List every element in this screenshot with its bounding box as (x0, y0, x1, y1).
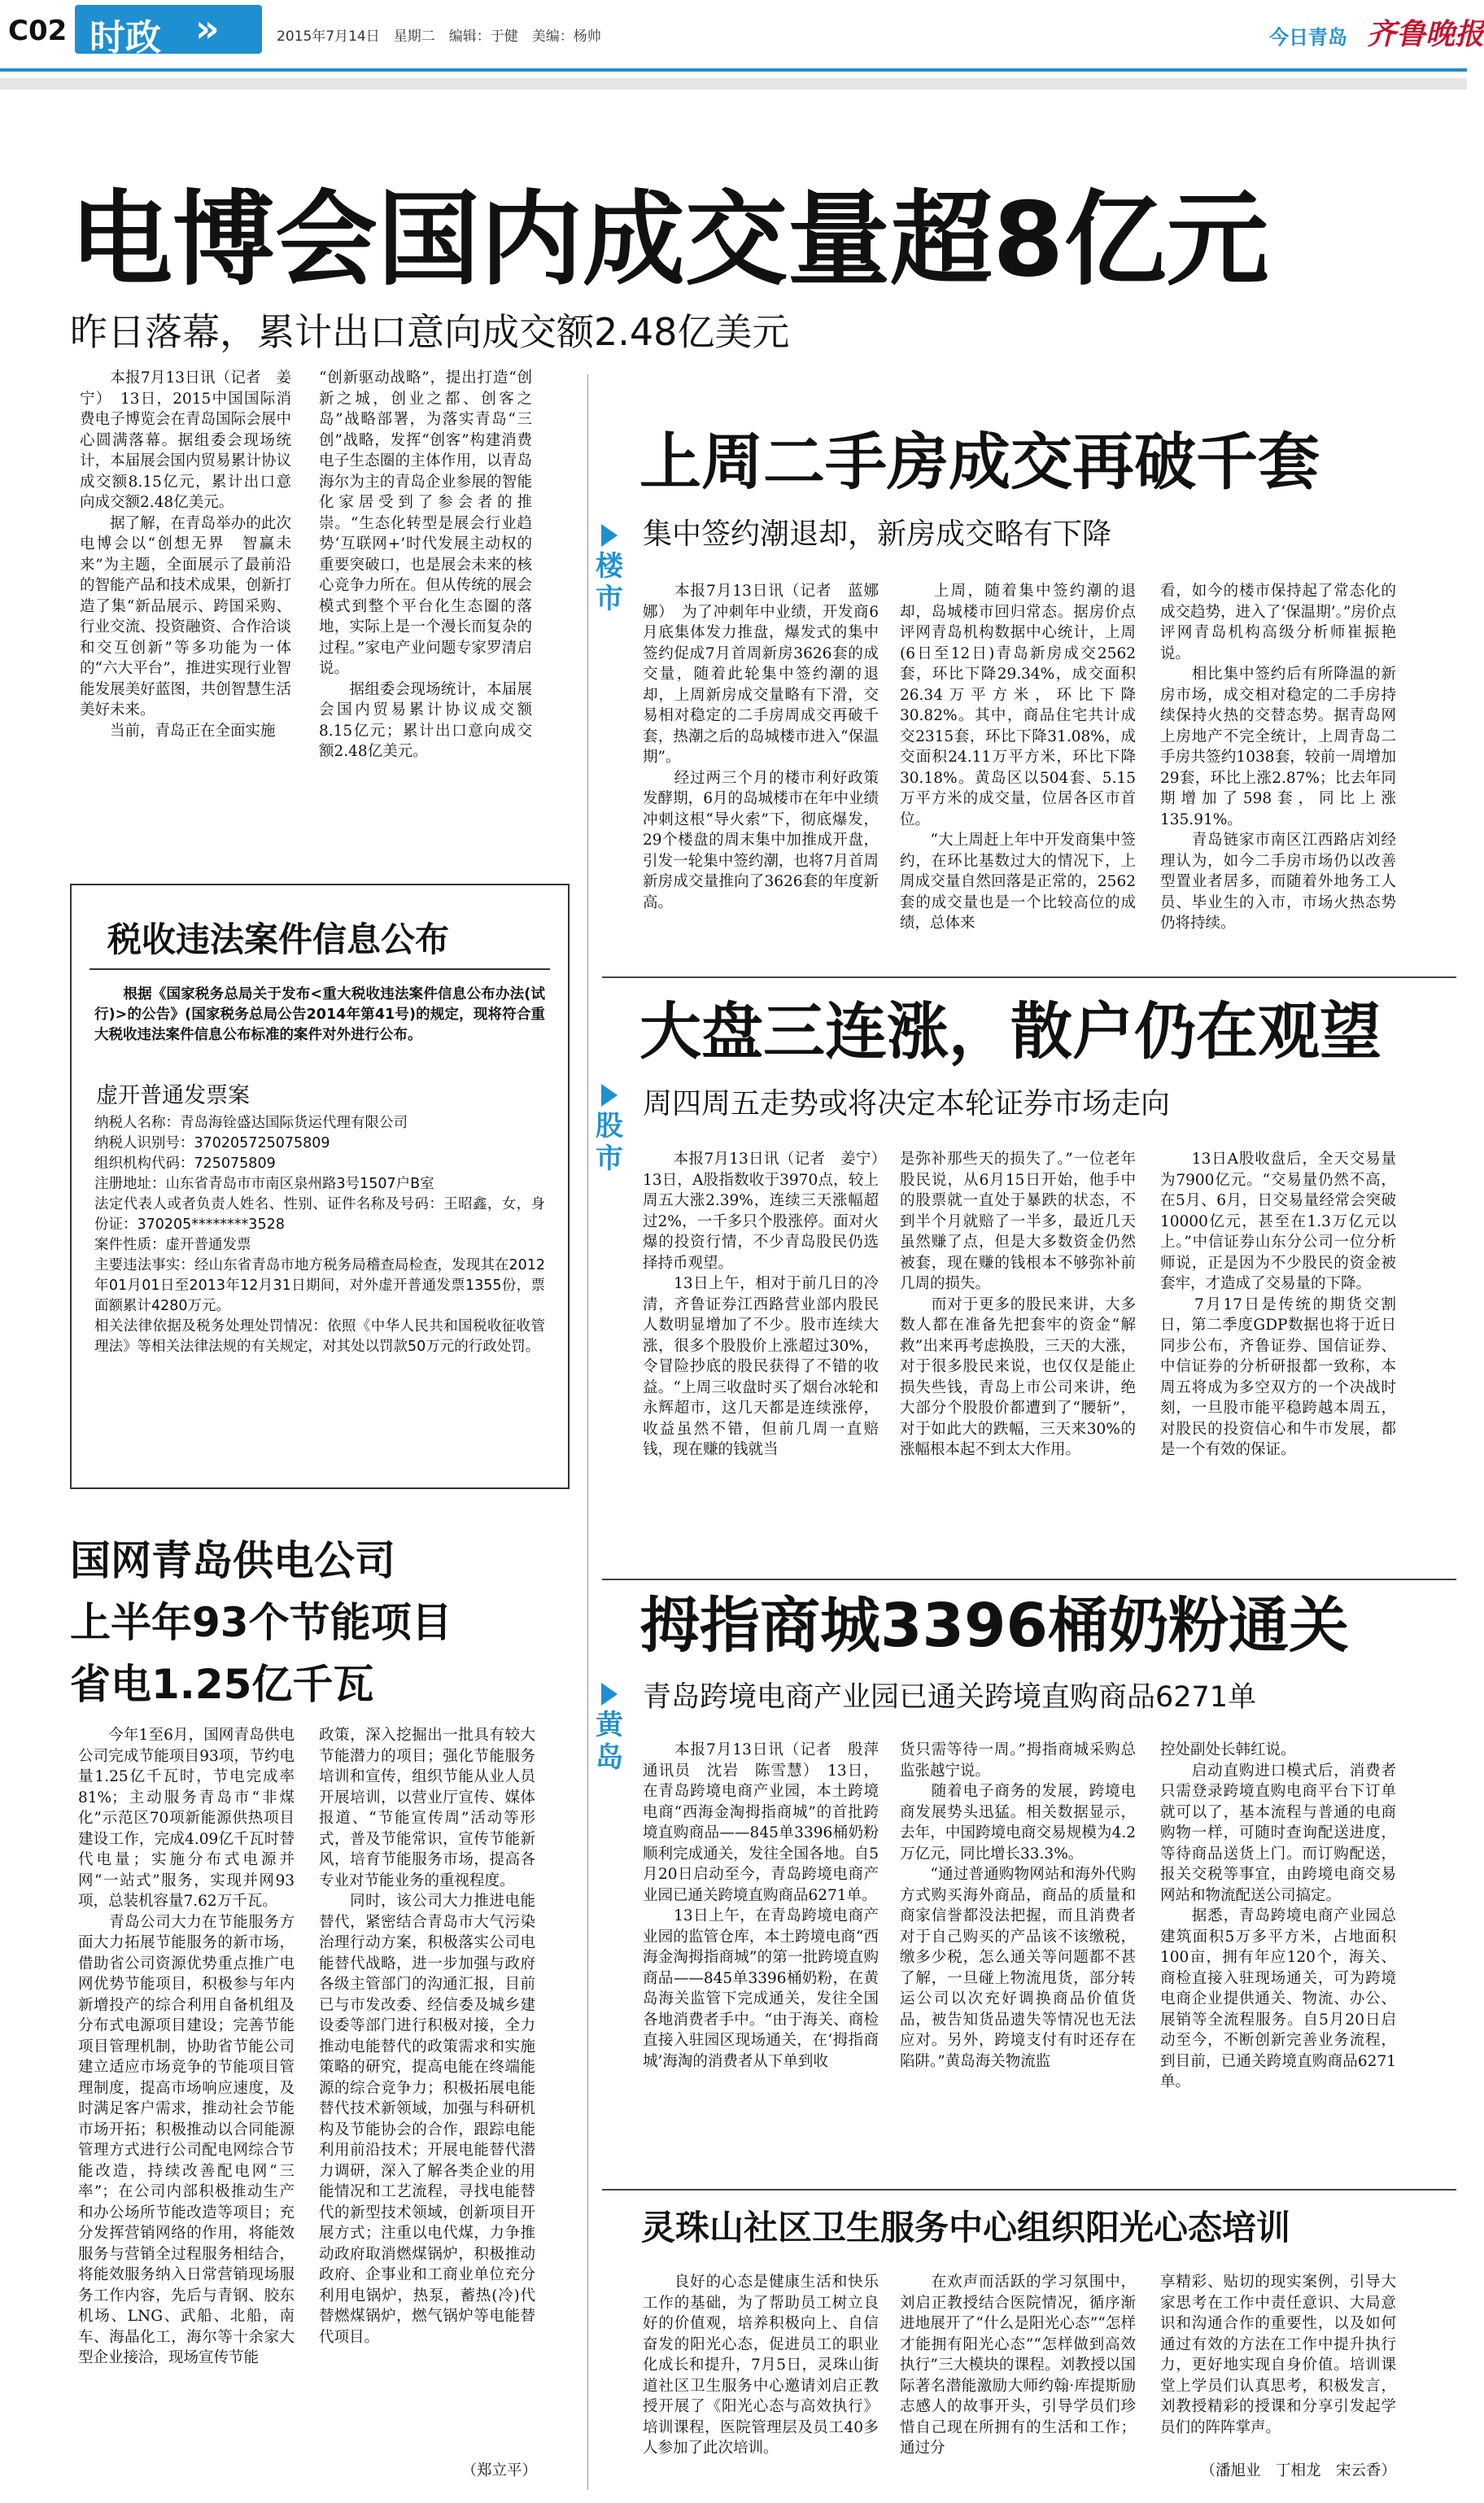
main-headline: 电博会国内成交量超8亿元 (70, 180, 1269, 299)
power-article-byline: （郑立平） (461, 2462, 537, 2479)
section-badge (75, 5, 262, 59)
power-article-col-1: 今年1至6月，国网青岛供电公司完成节能项目93项，节约电量1.25亿千瓦时，节电完成率81%；主动服务青岛市“非煤化”示范区70项新能源供热项目建设工作，完成4.09亿千瓦时替代电量；实施分布式电源并网“一站式”服务，实现并网93项，总装机容量7.62万千瓦。 青岛公司大力在节能服务方面大力拓展节能服务的新市场，借助省公司资源优势重点推广电网优势节能项目，积极参与年内新增投产的综合利用自备机组及分布式电源项目建设；完善节能项目管理机制，协助省节能公司建立适应市场竞争的节能项目管理制度，提高市场响应速度，及时满足客户需求，推动社会节能市场开拓；积极推动以合同能源管理方式进行公司配电网综合节能改造，持续改善配电网“三率”；在公司内部积极推动生产和办公场所节能改造等项目；充分发挥营销网络的作用，将能效服务与营销全过程服务相结合，将能效服务纳入日常营销现场服务工作内容，先后与青钢、胶东机场、LNG、武船、北船，南车、海晶化工，海尔等十余家大型企业接洽，现场宣传节能 (78, 1727, 295, 2366)
main-subheadline: 昨日落幕，累计出口意向成交额2.48亿美元 (70, 310, 790, 354)
loushi-col-3: 看，如今的楼市保持起了常态化的成交趋势，进入了‘保温期’。”房价点评网青岛机构高级分析师崔振艳说。 相比集中签约后有所降温的新房市场，成交相对稳定的二手房持续保持火热的交替态势。据青岛网上房地产不完全统计，上周青岛二手房共签约1038套，较前一周增加29套，环比上涨2.87%；比去年同期增加了598套，同比上涨135.91%。 青岛链家市南区江西路店刘经理认为，如今二手房市场仍以改善型置业者居多，而随着外地务工人员、毕业生的入市，市场火热态势仍将持续。 (1160, 583, 1396, 932)
page-header (0, 0, 1484, 65)
section-tag-gushi: 股市 (591, 1084, 628, 1175)
section-label: 时政 (89, 17, 161, 59)
header-stripe (0, 78, 1467, 90)
main-article-col-2: “创新驱动战略”，提出打造“创新之城，创业之都、创客之岛”战略部署，为落实青岛“三创”战略，发挥“创客”构建消费电子生态圈的主体作用，以青岛海尔为主的青岛企业参展的智能化家居受到了参会者的推崇。“生态化转型是展会行业趋势‘互联网+’时代发展主动权的重要突破口，也是展会未来的核心竞争力所在。但从传统的展会模式到整个平台化生态圈的落地，实际上是一个漫长而复杂的过程。”家电产业问题专家罗清启说。 据组委会现场统计，本届展会国内贸易累计协议成交额8.15亿元；累计出口意向成交额2.48亿美元。 (319, 369, 532, 760)
section-arrow-icon (601, 1683, 618, 1706)
gushi-col-3: 13日A股收盘后，全天交易量为7900亿元。“交易量仍然不高，在5月、6月，日交易量经常会突破10000亿元，甚至在1.3万亿元以上。”中信证券山东分公司一位分析师说，正是因为不少股民的资金被套牢，才造成了交易量的下降。 7月17日是传统的期货交割日，第二季度GDP数据也将于近日同步公布，齐鲁证券、国信证券、中信证券的分析研报都一致称，本周五将成为多空双方的一个决战时刻，一旦股市能平稳跨越本周五，对股民的投资信心和牛市发展，都是一个有效的保证。 (1160, 1151, 1396, 1458)
lingzhu-byline: （潘旭业 丁相龙 宋云香） (1200, 2462, 1396, 2479)
section-rule (602, 976, 1456, 978)
loushi-col-1: 本报7月13日讯（记者 蓝娜娜） 为了冲刺年中业绩，开发商6月底集体发力推盘，爆发式的集中签约促成7月首周新房3626套的成交量，随着此轮集中签约潮的退却，上周新房成交量略有下滑，交易相对稳定的二手房周成交再破千套，热潮之后的岛城楼市进入“保温期”。 经过两三个月的楼市利好政策发酵期，6月的岛城楼市在年中业绩冲刺这根“导火索”下，彻底爆发，29个楼盘的周末集中加推成开盘，引发一轮集中签约潮，也将7月首周新房成交量推向了3626套的年度新高。 (643, 583, 879, 911)
column-divider (587, 374, 588, 2490)
tax-notice-box (70, 884, 570, 1489)
huangdao-headline: 拇指商城3396桶奶粉通关 (639, 1591, 1349, 1661)
tax-case-title: 虚开普通发票案 (96, 1083, 250, 1108)
tax-notice-intro: 根据《国家税务总局关于发布<重大税收违法案件信息公布办法(试行)>的公告》(国家税务总局公告2014年第41号)的规定，现将符合重大税收违法案件信息公布标准的案件对外进行公布。 (94, 986, 545, 1043)
huangdao-col-2: 货只需等待一周。”拇指商城采购总监张越宁说。 随着电子商务的发展，跨境电商发展势头迅猛。相关数据显示，去年，中国跨境电商交易规模为4.2万亿元，同比增长33.3%。 “通过普通购物网站和海外代购方式购买海外商品，商品的质量和商家信誉都没法把握，而且消费者对于自己购买的产品该不该缴税，缴多少税，怎么通关等问题都不甚了解，一旦碰上物流甩货，部分转运公司以次充好调换商品价值货品，被告知货品遗失等情况也无法应对。另外，跨境支付有时还存在陷阱。”黄岛海关物流监 (900, 1741, 1136, 2070)
power-title-line: 国网青岛供电公司 (70, 1537, 395, 1584)
double-chevron-icon: » (195, 7, 220, 50)
huangdao-subheadline: 青岛跨境电商产业园已通关跨境直购商品6271单 (643, 1681, 1257, 1714)
lingzhu-headline: 灵珠山社区卫生服务中心组织阳光心态培训 (641, 2208, 1291, 2247)
tax-title-underline (89, 968, 550, 970)
main-article-col-1: 本报7月13日讯（记者 姜宁） 13日，2015中国国际消费电子博览会在青岛国际会展中心圆满落幕。据组委会现场统计，本届展会国内贸易累计协议成交额8.15亿元，累计出口意向成交额2.48亿美元。 据了解，在青岛举办的此次电博会以“创想无界 智赢未来”为主题，全面展示了最前沿的智能产品和技术成果，创新打造了集“新品展示、跨国采购、行业交流、投资融资、合作洽谈和交互创新”等多功能为一体的“六大平台”，推进实现行业智能发展美好蓝图，共创智慧生活美好未来。 当前，青岛正在全面实施 (80, 369, 291, 740)
newspaper-logo: 齐鲁晚报 (1367, 17, 1484, 51)
header-meta: 2015年7月14日 星期二 编辑：于健 美编：杨帅 (277, 28, 601, 45)
power-title-line: 上半年93个节能项目 (70, 1599, 452, 1646)
power-article-title (70, 1530, 452, 1715)
power-title-line: 省电1.25亿千瓦 (70, 1661, 374, 1708)
lingzhu-col-3: 享精彩、贴切的现实案例，引导大家思考在工作中责任意识、大局意识和沟通合作的重要性，以及如何通过有效的方法在工作中提升执行力，更好地实现自身价值。培训课堂上学员们认真思考，积极发言，刘教授精彩的授课和分享引发起学员们的阵阵掌声。 (1160, 2274, 1396, 2436)
gushi-subheadline: 周四周五走势或将决定本轮证券市场走向 (643, 1087, 1171, 1120)
section-tag-huangdao: 黄岛 (591, 1683, 628, 1774)
huangdao-col-1: 本报7月13日讯（记者 殷萍 通讯员 沈岩 陈雪慧） 13日，在青岛跨境电商产业园，本土跨境电商“西海金淘拇指商城”的首批跨境直购商品——845单3396桶奶粉顺利完成通关，发往全国各地。自5月20日启动至今，青岛跨境电商产业园已通关跨境直购商品6271单。 13日上午，在青岛跨境电商产业园的监管仓库，本土跨境电商“西海金淘拇指商城”的第一批跨境直购商品——845单3396桶奶粉，在黄岛海关监管下完成通关，发往全国各地消费者手中。“由于海关、商检直接入驻园区现场通关，在‘拇指商城’海淘的消费者从下单到收 (643, 1741, 879, 2070)
loushi-col-2: 上周，随着集中签约潮的退却，岛城楼市回归常态。据房价点评网青岛机构数据中心统计，上周(6日至12日)青岛新房成交2562套，环比下降29.34%，成交面积26.34万平方米，环比下降30.82%。其中，商品住宅共计成交2315套，环比下降31.08%，成交面积24.11万平方米，环比下降30.18%。黄岛区以504套、5.15万平方米的成交量，位居各区市首位。 “大上周赶上年中开发商集中签约，在环比基数过大的情况下，上周成交量自然回落是正常的，2562套的成交量也是一个比较高位的成绩，总体来 (900, 583, 1136, 932)
section-tag-loushi: 楼市 (591, 524, 628, 615)
section-arrow-icon (601, 524, 618, 547)
section-rule (602, 1579, 1456, 1580)
section-rule (602, 2189, 1456, 2191)
gushi-col-2: 是弥补那些天的损失了。”一位老年股民说，从6月15日开始，他手中的股票就一直处于暴跌的状态，不到半个月就赔了一半多，最近几天虽然赚了点，但是大多数资金仍然被套，现在赚的钱根本不够弥补前几周的损失。 而对于更多的股民来讲，大多数人都在准备先把套牢的资金“解救”出来再考虑换股，三天的大涨，对于很多股民来说，也仅仅是能止损失些钱，青岛上市公司来讲，绝大部分个股股价都遭到了“腰斩”，对于如此大的跌幅，三天来30%的涨幅根本起不到太大作用。 (900, 1151, 1136, 1458)
edition-label: 今日青岛 (1269, 26, 1347, 49)
gushi-col-1: 本报7月13日讯（记者 姜宁） 13日，A股指数收于3970点，较上周五大涨2.39%，连续三天涨幅超过2%，一千多只个股涨停。面对火爆的投资行情，不少青岛股民仍选择持币观望。 13日上午，相对于前几日的冷清，齐鲁证券江西路营业部内股民人数明显增加了不少。股市连续大涨，很多个股股价上涨超过30%，令冒险抄底的股民获得了不错的收益。“上周三收盘时买了烟台冰轮和永辉超市，这几天都是连续涨停，收益虽然不错，但前几周一直赔钱，现在赚的钱就当 (643, 1151, 879, 1458)
loushi-headline: 上周二手房成交再破千套 (639, 426, 1320, 498)
lingzhu-col-1: 良好的心态是健康生活和快乐工作的基础，为了帮助员工树立良好的价值观，培养积极向上、自信奋发的阳光心态，促进员工的职业化成长和提升，7月5日，灵珠山街道社区卫生服务中心邀请刘启正教授开展了《阳光心态与高效执行》培训课程，医院管理层及员工40多人参加了此次培训。 (643, 2274, 879, 2457)
section-arrow-icon (601, 1084, 618, 1107)
gushi-headline: 大盘三连涨，散户仍在观望 (639, 995, 1381, 1068)
tax-notice-title: 税收违法案件信息公布 (107, 920, 450, 959)
header-rule (0, 68, 1467, 72)
lingzhu-col-2: 在欢声而活跃的学习氛围中，刘启正教授结合医院情况，循序渐进地展开了“什么是阳光心态”“怎样才能拥有阳光心态”“怎样做到高效执行”三大模块的课程。刘教授以国际著名潜能激励大师约翰·库提斯励志感人的故事开头，引导学员们珍惜自己现在所拥有的生活和工作；通过分 (900, 2274, 1136, 2457)
tax-case-fields: 纳税人名称：青岛海铨盛达国际货运代理有限公司 纳税人识别号：370205725075809 组织机构代码：725075809 注册地址：山东省青岛市市南区泉州路3号1507户B室 法定代表人或者负责人姓名、性别、证件名称及号码：王昭鑫，女，身份证：370205********3528 案件性质：虚开普通发票 主要违法事实：经山东省青岛市地方税务局稽查局检查，发现其在2012年01月01日至2013年12月31日期间，对外虚开普通发票1355份，票面额累计4280万元。 相关法律依据及税务处理处罚情况：依照《中华人民共和国税收征收管理法》等相关法律法规的有关规定，对其处以罚款50万元的行政处罚。 (94, 1115, 545, 1355)
page-number: C02 (8, 15, 68, 47)
huangdao-col-3: 控处副处长韩红说。 启动直购进口模式后，消费者只需登录跨境直购电商平台下订单就可以了，基本流程与普通的电商购物一样，可随时查询配送进度，等待商品送货上门。而订购配送，报关交税等事宜，由跨境电商交易网站和物流配送公司搞定。 据悉，青岛跨境电商产业园总建筑面积5万多平方米，占地面积100亩，拥有年应120个，海关、商检直接入驻现场通关，可为跨境电商企业提供通关、物流、办公、展销等全流程服务。自5月20日启动至今，不断创新完善业务流程，到目前，已通关跨境直购商品6271单。 (1160, 1741, 1396, 2090)
power-article-col-2: 政策，深入挖掘出一批具有较大节能潜力的项目；强化节能服务培训和宣传，组织节能从业人员开展培训，以营业厅宣传、媒体报道、“节能宣传周”活动等形式，普及节能常识，宣传节能新风，培育节能服务市场，提高各专业对节能业务的重视程度。 同时，该公司大力推进电能替代，紧密结合青岛市大气污染治理行动方案，积极落实公司电能替代战略，进一步加强与政府各级主管部门的沟通汇报，目前已与市发改委、经信委及城乡建设委等部门进行积极对接，全力推动电能替代的政策需求和实施策略的研究，提高电能在终端能源的综合竞争力；积极拓展电能替代技术新领域，加强与科研机构及节能协会的合作，跟踪电能利用前沿技术；开展电能替代潜力调研，深入了解各类企业的用能情况和工艺流程，寻找电能替代的新型技术领域，创新项目开展方式；注重以电代煤，力争推动政府取消燃煤锅炉，积极推动政府、企事业和工商业单位充分利用电锅炉，热泵，蓄热(冷)代替燃煤锅炉，燃气锅炉等电能替代项目。 (319, 1727, 535, 2346)
loushi-subheadline: 集中签约潮退却，新房成交略有下降 (643, 518, 1112, 551)
